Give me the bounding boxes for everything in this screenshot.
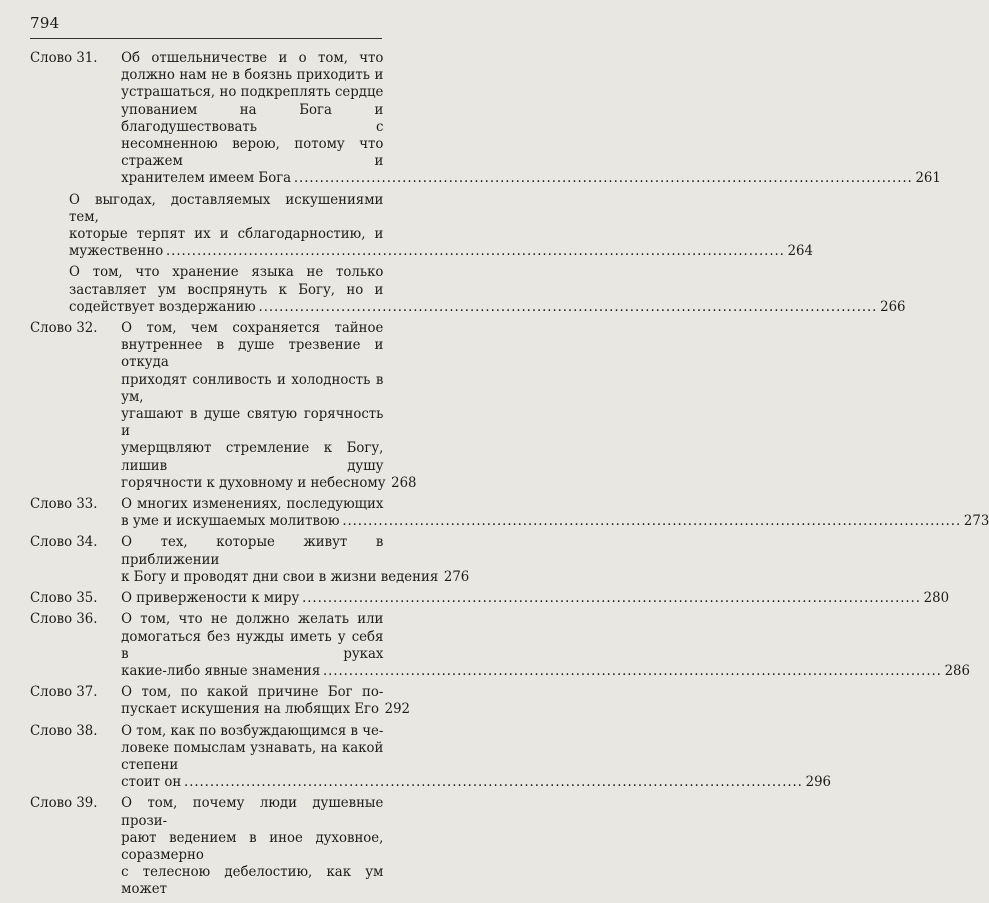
entry-last-line: О привержености к миру [121,590,300,607]
entry-page-number: 280 [923,590,950,607]
entry-line: которые терпят их и сблагодарностию, и [69,226,384,243]
entry-label: Слово 39. [30,795,98,812]
entry-line: рают ведением в иное духовное, соразмерно [121,829,384,863]
page-number: 794 [30,14,60,32]
entry-line: приходят сонливость и холодность в ум, [121,371,384,405]
entry-label: Слово 37. [30,684,98,701]
entry-line: умерщвляют стремление к Богу, лишив душу [121,440,384,474]
entry-line: угашают в душе святую горячность и [121,406,384,440]
header-rule [30,38,382,39]
leader-dots: ........................................................................................................................ [166,243,785,260]
entry-text [121,795,383,898]
toc-entry [30,795,383,898]
entry-label: Слово 32. [30,320,98,337]
entry-line: Об отшельничестве и о том, что [121,50,384,66]
entry-line: внутреннее в душе трезвение и откуда [121,337,384,371]
leader-dots: ........................................................................................................................ [184,774,803,791]
entry-text [121,590,950,607]
entry-text [69,191,813,261]
entry-page-number: 286 [944,662,970,679]
entry-page-number: 292 [384,701,410,718]
entry-last-line: содействует воздержанию [69,298,256,315]
entry-line: устрашаться, но подкреплять сердце [121,84,384,101]
entry-last-line: в уме и искушаемых молитвою [121,513,340,530]
entry-page-number: 266 [880,298,906,315]
entry-label: Слово 31. [30,50,98,66]
entry-label: Слово 36. [30,611,98,628]
entry-last-line: мужественно [69,243,164,260]
entry-text [121,496,989,530]
entry-line: домогаться без нужды иметь у себя в руках [121,628,384,662]
entry-page-number: 273 [963,513,989,530]
entry-text [121,722,832,792]
leader-dots: ........................................................................................................................ [293,170,913,187]
entry-text [121,684,410,718]
leader-dots: ........................................................................................................................ [342,513,962,530]
entry-line: несомненною верою, потому что стражем и [121,136,384,170]
entry-line: О том, почему люди душевные прози- [121,795,384,829]
entry-text [121,50,941,188]
toc-entry [30,320,417,492]
entry-last-line: горячности к духовному и небесному [121,474,386,491]
entry-last-line: к Богу и проводят дни свои в жизни ведения [121,568,439,585]
table-of-contents [30,50,989,903]
entry-line: О том, чем сохраняется тайное [121,320,384,337]
entry-line: с телесною дебелостию, как ум может [121,864,384,898]
entry-text [121,611,970,680]
entry-line: О том, что хранение языка не только [69,264,384,281]
entry-last-line: пускает искушения на любящих Его [121,701,380,718]
leader-dots: ........................................................................................................................ [302,590,921,607]
toc-entry [30,496,989,530]
toc-entry [30,590,950,607]
toc-entry [30,611,970,680]
entry-page-number: 261 [915,170,941,187]
entry-label: Слово 35. [30,590,98,607]
entry-line: О том, как по возбуждающимся в че- [121,722,384,739]
toc-entry [30,722,832,792]
entry-page-number: 296 [805,774,832,791]
entry-label: Слово 38. [30,722,98,739]
entry-last-line: какие-либо явные знамения [121,662,321,679]
entry-label: Слово 34. [30,534,98,551]
entry-line: О выгодах, доставляемых искушениями тем, [69,191,384,225]
entry-line: О том, по какой причине Бог по- [121,684,384,701]
entry-line: О том, что не должно желать или [121,611,384,628]
entry-text [121,534,470,586]
leader-dots: ........................................................................................................................ [323,662,942,679]
entry-line: заставляет ум воспрянуть к Богу, но и [69,281,384,298]
entry-line: упованием на Бога и благодушествовать с [121,101,384,135]
entry-page-number: 264 [787,243,813,260]
entry-line: ловеке помыслам узнавать, на какой степени [121,739,384,773]
entry-line: О многих изменениях, последующих [121,496,384,513]
entry-line: О тех, которые живут в приближении [121,534,384,568]
toc-entry [49,191,813,261]
entry-last-line: стоит он [121,774,182,791]
entry-line: должно нам не в боязнь приходить и [121,67,384,84]
entry-text [69,264,906,316]
leader-dots: ........................................................................................................................ [258,298,878,315]
toc-entry [30,50,941,188]
entry-page-number: 268 [391,474,417,491]
entry-text [121,320,417,492]
toc-entry [30,684,410,718]
entry-last-line: хранителем имеем Бога [121,170,292,187]
entry-label: Слово 33. [30,496,98,513]
toc-entry [30,534,470,586]
toc-entry [49,264,906,316]
entry-page-number: 276 [443,568,470,585]
